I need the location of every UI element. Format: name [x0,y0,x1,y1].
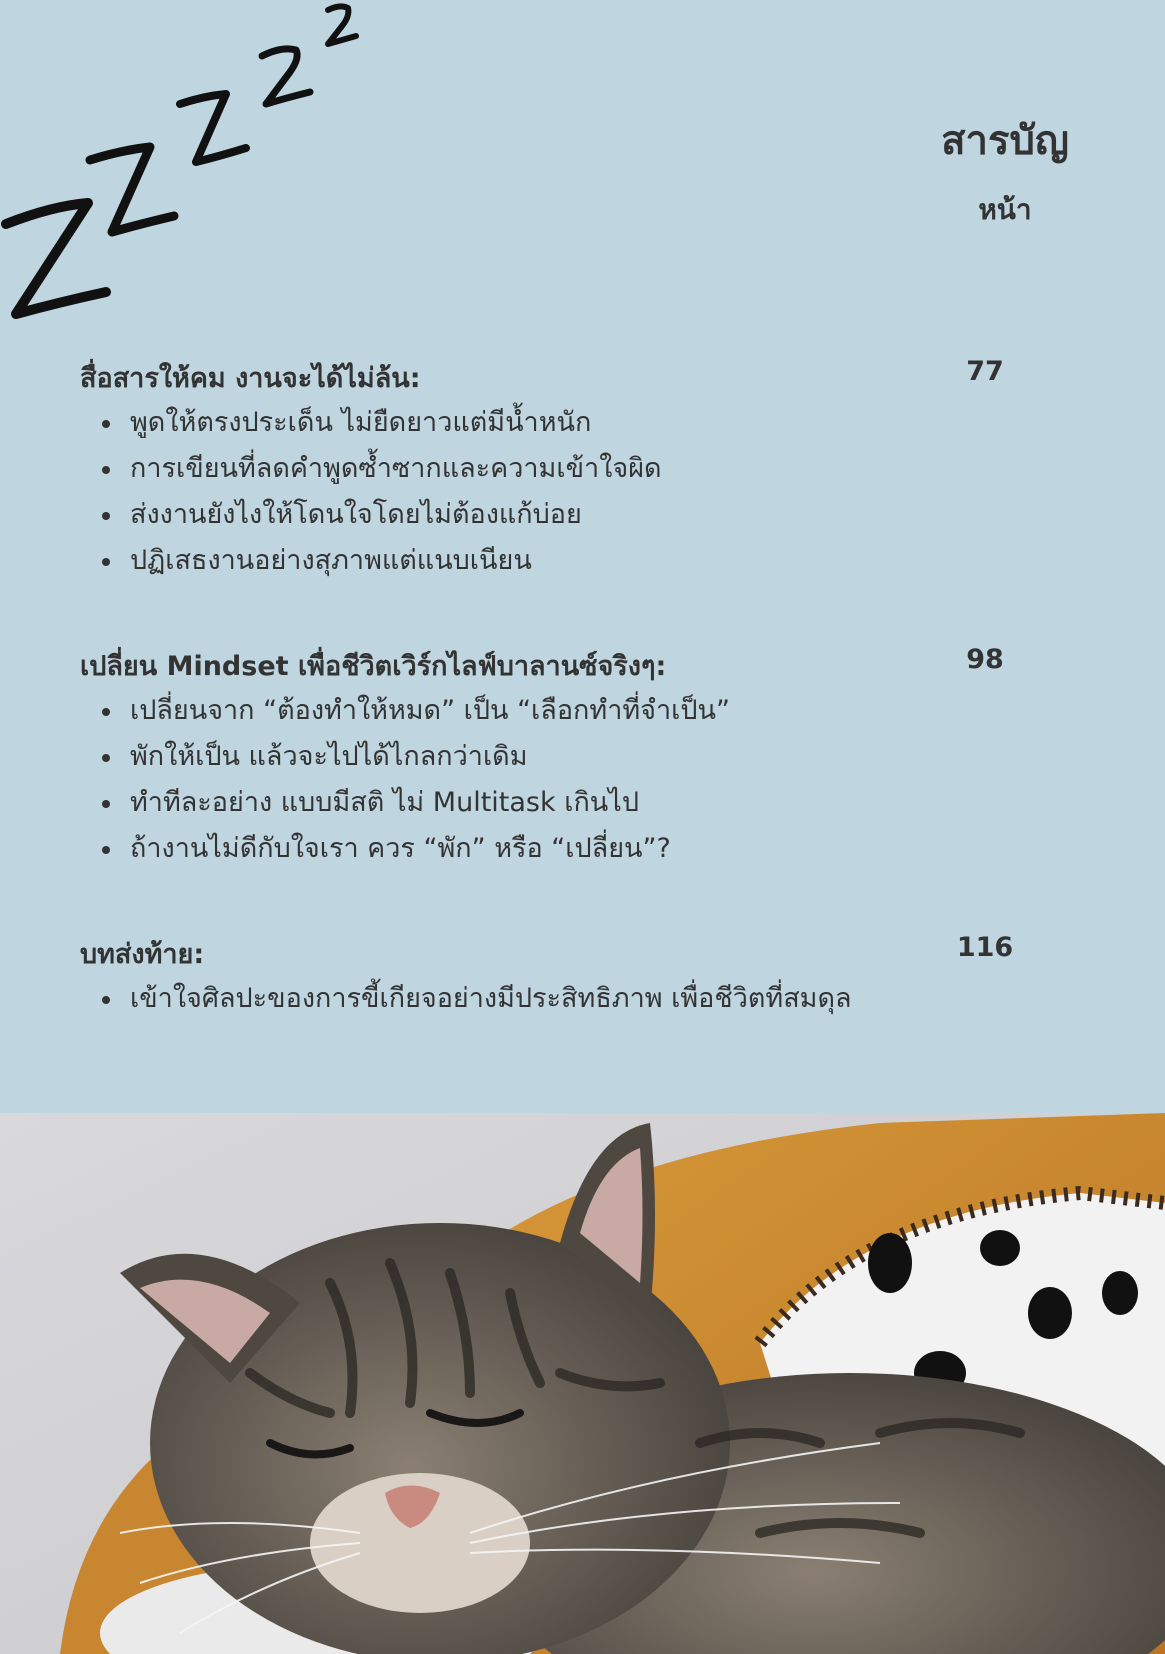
toc-section-communication [80,356,1090,584]
sleep-zzz-icon [0,0,370,330]
list-item: ถ้างานไม่ดีกับใจเรา ควร “พัก” หรือ “เปลี่ยน”? [80,826,1090,872]
section-title: สื่อสารให้คม งานจะได้ไม่ล้น: [80,363,421,394]
section-page-number: 98 [966,644,1004,675]
toc-section-epilogue [80,932,1090,1022]
section-item-list [80,400,1090,584]
section-item-list [80,976,1090,1022]
section-item-list [80,688,1090,872]
list-item: ปฏิเสธงานอย่างสุภาพแต่แนบเนียน [80,538,1090,584]
toc-section-header[interactable] [80,644,1090,688]
section-title: บทส่งท้าย: [80,939,205,970]
list-item: พักให้เป็น แล้วจะไปได้ไกลกว่าเดิม [80,734,1090,780]
section-title: เปลี่ยน Mindset เพื่อชีวิตเวิร์กไลฟ์บาลานซ์จริงๆ: [80,651,667,682]
page-column-label: หน้า [978,193,1032,226]
toc-title: สารบัญ [941,118,1069,164]
toc-section-header[interactable] [80,932,1090,976]
list-item: เข้าใจศิลปะของการขี้เกียจอย่างมีประสิทธิภาพ เพื่อชีวิตที่สมดุล [80,976,1090,1022]
toc-section-header[interactable] [80,356,1090,400]
list-item: ทำทีละอย่าง แบบมีสติ ไม่ Multitask เกินไป [80,780,1090,826]
list-item: พูดให้ตรงประเด็น ไม่ยืดยาวแต่มีน้ำหนัก [80,400,1090,446]
sleeping-cat-photo [0,1113,1165,1654]
list-item: การเขียนที่ลดคำพูดซ้ำซากและความเข้าใจผิด [80,446,1090,492]
toc-section-mindset [80,644,1090,872]
list-item: เปลี่ยนจาก “ต้องทำให้หมด” เป็น “เลือกทำที่จำเป็น” [80,688,1090,734]
list-item: ส่งงานยังไงให้โดนใจโดยไม่ต้องแก้บ่อย [80,492,1090,538]
section-page-number: 77 [966,356,1004,387]
section-page-number: 116 [956,932,1014,963]
